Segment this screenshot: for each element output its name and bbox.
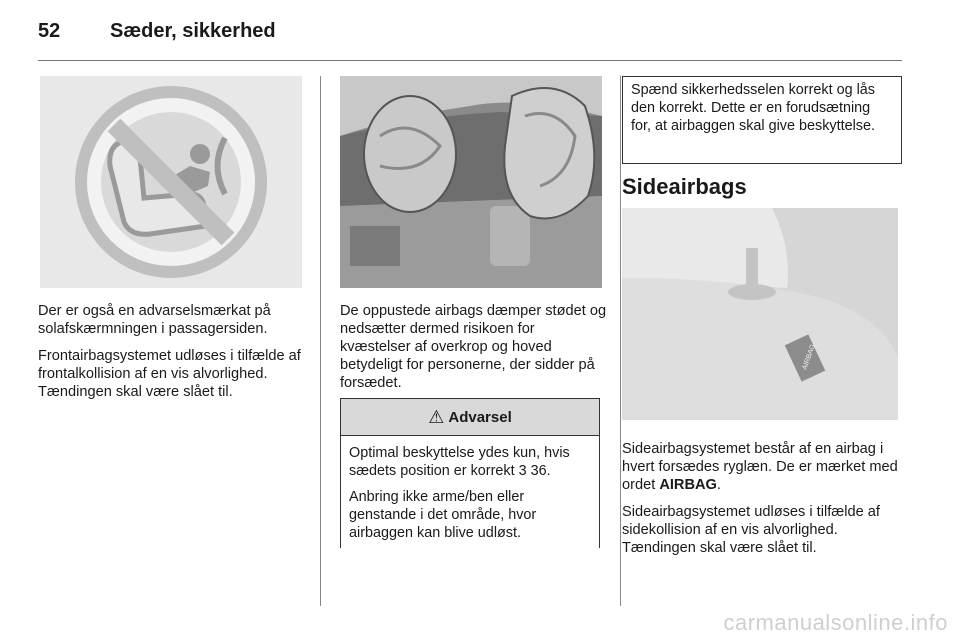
column-divider-right (620, 76, 621, 606)
page-ref-arrow: 3 (518, 463, 527, 479)
deployed-front-airbags-icon (340, 76, 602, 288)
side-airbag-suffix: . (716, 477, 721, 493)
paragraph-side-airbag-trigger: Sideairbagsystemet udløses i tilfælde af sidekollision af en vis alvorlighed. Tændingen skal være slået til. (622, 504, 880, 556)
right-text (622, 440, 904, 566)
no-rear-facing-child-seat-icon (40, 76, 302, 288)
side-airbag-text: Sideairbagsystemet består af en airbag i hvert forsædes ryglæn. De er mærket med ordet (622, 441, 898, 493)
paragraph-side-airbag-location (622, 440, 904, 494)
seatbelt-note-box (622, 76, 902, 164)
middle-text (340, 302, 608, 401)
warning-paragraph-seat-position (349, 444, 591, 480)
column-divider-left (320, 76, 321, 606)
header-divider (38, 60, 902, 61)
warning-paragraph-text: Optimal beskyttelse ydes kun, hvis sædets position er korrekt (349, 445, 570, 479)
page-ref-number[interactable]: 36. (530, 463, 551, 479)
section-heading-sideairbags: Sideairbags (622, 174, 747, 199)
warning-paragraph-keep-clear: Anbring ikke arme/ben eller genstande i det område, hvor airbaggen kan blive udløst. (349, 489, 537, 541)
warning-title: Advarsel (448, 408, 512, 426)
warning-box (340, 398, 600, 548)
page-title: Sæder, sikkerhed (110, 20, 276, 42)
seat-airbag-label-text: AIRBAG (801, 343, 818, 371)
paragraph-front-airbag-trigger: Frontairbagsystemet udløses i tilfælde af frontalkollision af en vis alvorlighed. Tændingen skal være slået til. (38, 348, 301, 400)
figure-seat-airbag-label (622, 208, 898, 420)
paragraph-airbag-dampening: De oppustede airbags dæmper stødet og nedsætter dermed risikoen for kvæstelser af overkrop og hoved betydeligt for personerne, der sidder på forsædet. (340, 303, 607, 391)
warning-header (341, 399, 599, 436)
figure-front-airbags-deployed (340, 76, 602, 288)
seat-side-airbag-label-icon (622, 208, 898, 420)
note-seatbelt-text: Spænd sikkerhedsselen korrekt og lås den korrekt. Dette er en forudsætning for, at airbaggen skal give beskyttelse. (631, 82, 875, 134)
figure-child-seat-prohibition (40, 76, 302, 288)
page-number: 52 (38, 20, 61, 42)
warning-triangle-icon: ⚠ (428, 406, 445, 427)
left-text (38, 302, 306, 410)
paragraph-sunvisor-label: Der er også en advarselsmærkat på solafskærmningen i passagersiden. (38, 303, 271, 337)
warning-body (341, 436, 599, 542)
airbag-word: AIRBAG (659, 477, 717, 493)
watermark: carmanualsonline.info (723, 610, 948, 635)
